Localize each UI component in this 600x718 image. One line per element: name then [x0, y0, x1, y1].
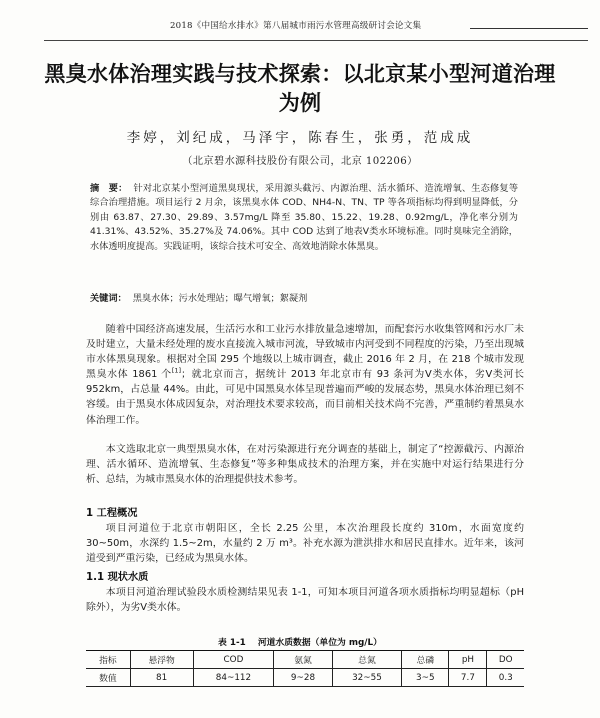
table-cell: 81	[130, 669, 193, 687]
table-header-cell: DO	[487, 651, 524, 669]
running-header-rule	[470, 28, 588, 29]
citation-ref: [1]	[171, 366, 182, 375]
keywords-text: 黑臭水体；污水处理站；曝气增氧；絮凝剂	[132, 293, 308, 304]
table-header-row	[86, 651, 524, 669]
header-divider	[44, 40, 588, 41]
intro-paragraph-2-text: 本文选取北京一典型黑臭水体，在对污染源进行充分调查的基础上，制定了“控源截污、内源治理、活水循环、造流增氧、生态修复”等多种集成技术的治理方案，并在实施中对运行结果进行分析、总结，为城市黑臭水体的治理提供技术参考。	[86, 444, 524, 486]
water-quality-paragraph	[86, 585, 524, 615]
table-cell: 84~112	[193, 669, 274, 687]
keywords	[90, 292, 518, 306]
table-header-cell: 总磷	[402, 651, 449, 669]
abstract-label: 摘 要：	[90, 183, 128, 194]
overview-paragraph	[86, 521, 524, 566]
overview-paragraph-text: 项目河道位于北京市朝阳区，全长 2.25 公里，本次治理段长度约 310m，水面宽度约 30~50m，水深约 1.5~2m，水量约 2 万 m³。补充水源为泄洪排水和居民直排水。近年来，该河道受到严重污染，已经成为黑臭水体。	[86, 523, 524, 565]
section-heading-1: 1 工程概况	[86, 508, 138, 519]
abstract	[90, 182, 518, 254]
table-cell: 0.3	[487, 669, 524, 687]
table-header-cell: pH	[449, 651, 487, 669]
table-row	[86, 669, 524, 687]
intro-paragraph-1	[86, 322, 524, 428]
abstract-text: 针对北京某小型河道黑臭现状，采用源头截污、内源治理、活水循环、造流增氧、生态修复等综合治理措施。项目运行 2 月余，该黑臭水体 COD、NH4-N、TN、TP 等各项指标均得到明显降低，分别由 63.87、27.30、29.89、3.57mg/L 降至 35.80、15.22、19.28、0.92mg/L，净化率分别为 41.31%、43.52%、35.27%及 74.06%。其中 COD 达到了地表Ⅴ类水环境标准。同时臭味完全消除，水体透明度提高。实践证明，该综合技术可安全、高效地消除水体黑臭。	[90, 183, 519, 252]
water-quality-table	[86, 650, 524, 687]
table-header-cell: 指标	[86, 651, 130, 669]
paper-title: 黑臭水体治理实践与技术探索：以北京某小型河道治理为例	[44, 62, 556, 115]
table-header-cell: 氨氮	[274, 651, 332, 669]
affiliation: （北京碧水源科技股份有限公司，北京 102206）	[182, 156, 418, 167]
author-list: 李婷，刘纪成，马泽宇，陈春生，张勇，范成成	[126, 130, 474, 146]
table-cell: 9~28	[274, 669, 332, 687]
intro-paragraph-1-text: 随着中国经济高速发展，生活污水和工业污水排放量急速增加，而配套污水收集管网和污水厂未及时建立，大量未经处理的废水直接流入城市河流，导致城市内河受到不同程度的污染，乃至出现城市水体黑臭现象。根据对全国 295 个地级以上城市调查，截止 2016 年 2 月，在 218 个城市发现黑臭水体 1861 个	[86, 324, 524, 381]
running-header	[0, 16, 600, 36]
table-header-cell: 悬浮物	[130, 651, 193, 669]
table-caption	[0, 635, 600, 648]
table-row-label: 数值	[86, 669, 130, 687]
table-header-cell: COD	[193, 651, 274, 669]
table-cell: 3~5	[402, 669, 449, 687]
keywords-label: 关键词：	[90, 293, 127, 304]
table-caption-number: 表 1-1	[218, 638, 246, 648]
table-cell: 7.7	[449, 669, 487, 687]
intro-paragraph-2	[86, 442, 524, 487]
table-caption-text: 河道水质数据（单位为 mg/L）	[257, 638, 382, 648]
intro-paragraph-1-cont: ；就北京而言，据统计 2013 年北京市有 93 条河为Ⅴ类水体，劣Ⅴ类河长 952km，占总量 44%。由此，可见中国黑臭水体呈现普遍而严峻的发展态势，黑臭水体治理已刻不容缓。由于黑臭水体成因复杂，对治理技术要求较高，而目前相关技术尚不完善，严重制约着黑臭水体治理工作。	[86, 369, 525, 426]
table-cell: 32~55	[332, 669, 402, 687]
section-heading-1-1: 1.1 现状水质	[86, 572, 149, 583]
running-header-text: 2018《中国给水排水》第八届城市雨污水管理高级研讨会论文集	[170, 21, 422, 31]
table-header-cell: 总氮	[332, 651, 402, 669]
water-quality-paragraph-text: 本项目河道治理试验段水质检测结果见表 1-1，可知本项目河道各项水质指标均明显超标（pH 除外），为劣Ⅴ类水体。	[86, 587, 524, 614]
